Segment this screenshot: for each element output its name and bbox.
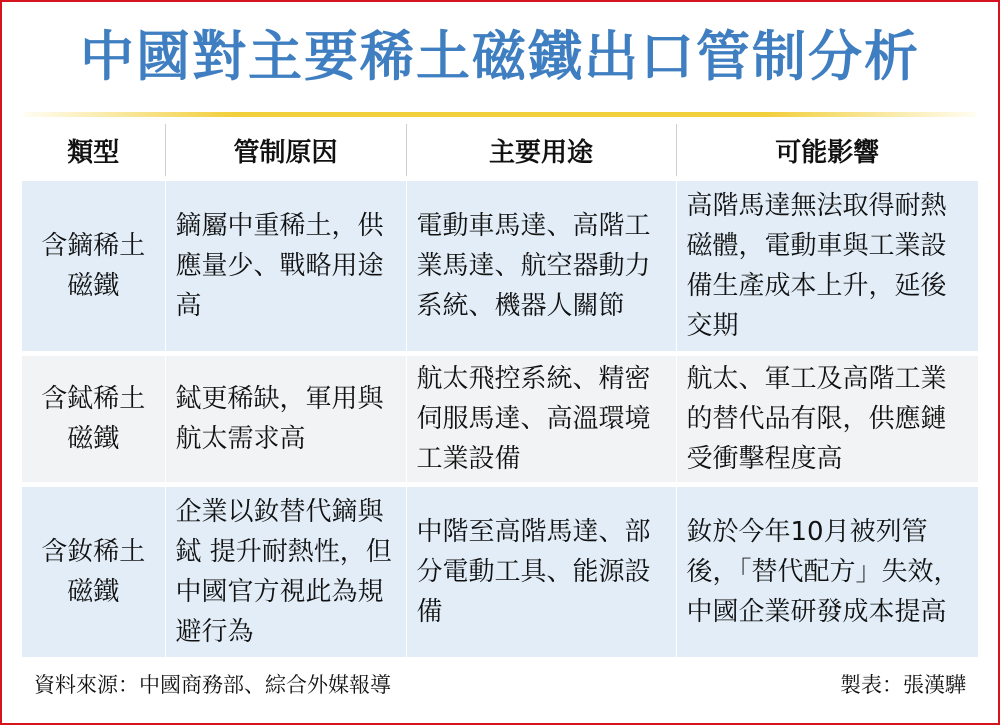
cell-usage: 航太飛控系統、精密伺服馬達、高溫環境工業設備: [406, 354, 676, 485]
cell-reason: 鋱更稀缺，軍用與航太需求高: [165, 354, 406, 485]
title-divider: [24, 112, 976, 117]
table-row: [22, 179, 978, 354]
cell-reason: 企業以釹替代鏑與鋱 提升耐熱性，但中國官方視此為規避行為: [165, 485, 406, 658]
cell-type: 含鋱稀土磁鐵: [22, 354, 165, 485]
cell-impact: 高階馬達無法取得耐熱磁體，電動車與工業設備生產成本上升，延後交期: [676, 179, 978, 354]
cell-type: 含鏑稀土磁鐵: [22, 179, 165, 354]
header-type: 類型: [22, 124, 165, 179]
header-reason: 管制原因: [165, 124, 406, 179]
table-header-row: [22, 124, 978, 179]
cell-type: 含釹稀土磁鐵: [22, 485, 165, 658]
analysis-table: [22, 124, 978, 657]
cell-impact: 航太、軍工及高階工業的替代品有限，供應鏈受衝擊程度高: [676, 354, 978, 485]
cell-reason: 鏑屬中重稀土，供應量少、戰略用途高: [165, 179, 406, 354]
table-row: [22, 485, 978, 658]
cell-usage: 中階至高階馬達、部分電動工具、能源設備: [406, 485, 676, 658]
cell-impact: 釹於今年10月被列管後，「替代配方」失效，中國企業研發成本提高: [676, 485, 978, 658]
header-usage: 主要用途: [406, 124, 676, 179]
table-row: [22, 354, 978, 485]
cell-usage: 電動車馬達、高階工業馬達、航空器動力系統、機器人關節: [406, 179, 676, 354]
credit-note: 製表：張漢驊: [840, 673, 966, 697]
header-impact: 可能影響: [676, 124, 978, 179]
source-note: 資料來源：中國商務部、綜合外媒報導: [34, 673, 391, 697]
page-title: 中國對主要稀土磁鐵出口管制分析: [80, 25, 920, 88]
